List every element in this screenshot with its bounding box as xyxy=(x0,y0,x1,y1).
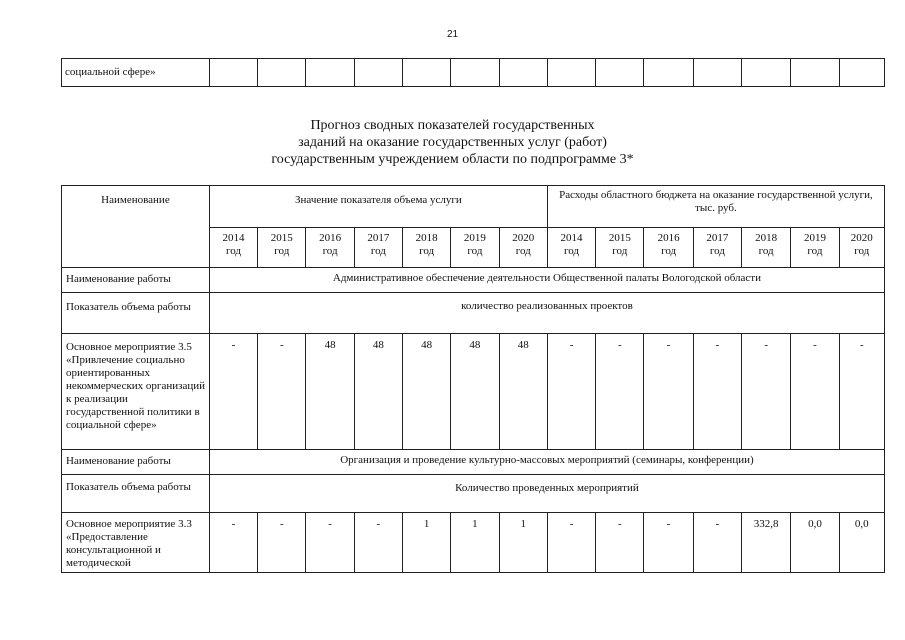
heading-line: Прогноз сводных показателей государственных xyxy=(310,118,595,133)
section-text: Организация и проведение культурно-массовых мероприятий (семинары, конференции) xyxy=(209,450,884,475)
value-cell: 48 xyxy=(451,334,499,450)
year-header: 2017 год xyxy=(354,228,402,268)
year-header: 2020 год xyxy=(499,228,547,268)
year-header: 2018 год xyxy=(403,228,451,268)
year-header: 2018 год xyxy=(742,228,791,268)
section-text: Административное обеспечение деятельности Общественной палаты Вологодской области xyxy=(209,268,884,293)
value-cell: - xyxy=(693,334,741,450)
section-text: Количество проведенных мероприятий xyxy=(209,475,884,513)
previous-table-fragment xyxy=(61,58,885,87)
header-name: Наименование xyxy=(62,186,210,268)
row-label: Показатель объема работы xyxy=(62,293,210,334)
row-label: Показатель объема работы xyxy=(62,475,210,513)
value-cell: - xyxy=(306,513,354,573)
value-cell: - xyxy=(596,334,644,450)
value-cell: 48 xyxy=(499,334,547,450)
value-cell: - xyxy=(644,334,693,450)
prev-table-cell xyxy=(354,59,402,87)
row-label: Основное мероприятие 3.5 «Привлечение социально ориентированных некоммерческих организаций к реализации государственной политики в социальной сфере» xyxy=(62,334,210,450)
prev-table-cell xyxy=(742,59,791,87)
value-cell: - xyxy=(839,334,884,450)
value-cell: 1 xyxy=(499,513,547,573)
year-header: 2016 год xyxy=(644,228,693,268)
heading-line: государственным учреждением области по подпрограмме 3* xyxy=(271,152,634,167)
value-cell: 0,0 xyxy=(839,513,884,573)
value-cell: 0,0 xyxy=(791,513,839,573)
year-header: 2014 год xyxy=(547,228,595,268)
year-header: 2014 год xyxy=(209,228,257,268)
heading-line: заданий на оказание государственных услуг (работ) xyxy=(298,135,607,150)
prev-table-label: социальной сфере» xyxy=(62,59,210,87)
value-cell: 48 xyxy=(403,334,451,450)
value-cell: 332,8 xyxy=(742,513,791,573)
value-cell: - xyxy=(209,513,257,573)
year-header: 2020 год xyxy=(839,228,884,268)
prev-table-cell xyxy=(596,59,644,87)
year-header: 2019 год xyxy=(451,228,499,268)
year-header: 2015 год xyxy=(596,228,644,268)
prev-table-cell xyxy=(499,59,547,87)
value-cell: - xyxy=(354,513,402,573)
year-header: 2015 год xyxy=(258,228,306,268)
prev-table-cell xyxy=(451,59,499,87)
header-volume: Значение показателя объема услуги xyxy=(209,186,547,228)
prev-table-cell xyxy=(791,59,839,87)
value-cell: - xyxy=(791,334,839,450)
prev-table-cell xyxy=(547,59,595,87)
prev-table-cell xyxy=(644,59,693,87)
header-expense: Расходы областного бюджета на оказание государственной услуги, тыс. руб. xyxy=(547,186,884,228)
value-cell: - xyxy=(547,334,595,450)
prev-table-cell xyxy=(306,59,354,87)
row-label: Наименование работы xyxy=(62,450,210,475)
prev-table-cell xyxy=(258,59,306,87)
table-heading xyxy=(0,117,905,168)
value-cell: - xyxy=(209,334,257,450)
year-header: 2017 год xyxy=(693,228,741,268)
value-cell: - xyxy=(547,513,595,573)
prev-table-cell xyxy=(403,59,451,87)
value-cell: - xyxy=(596,513,644,573)
value-cell: 1 xyxy=(451,513,499,573)
value-cell: - xyxy=(258,513,306,573)
value-cell: - xyxy=(693,513,741,573)
forecast-table xyxy=(61,185,885,573)
prev-table-cell xyxy=(839,59,884,87)
year-header: 2016 год xyxy=(306,228,354,268)
row-label: Основное мероприятие 3.3 «Предоставление консультационной и методической xyxy=(62,513,210,573)
value-cell: 48 xyxy=(354,334,402,450)
prev-table-cell xyxy=(209,59,257,87)
row-label: Наименование работы xyxy=(62,268,210,293)
value-cell: - xyxy=(258,334,306,450)
page-number: 21 xyxy=(446,29,459,40)
value-cell: 48 xyxy=(306,334,354,450)
value-cell: - xyxy=(742,334,791,450)
value-cell: 1 xyxy=(403,513,451,573)
year-header: 2019 год xyxy=(791,228,839,268)
prev-table-cell xyxy=(693,59,741,87)
value-cell: - xyxy=(644,513,693,573)
section-text: количество реализованных проектов xyxy=(209,293,884,334)
